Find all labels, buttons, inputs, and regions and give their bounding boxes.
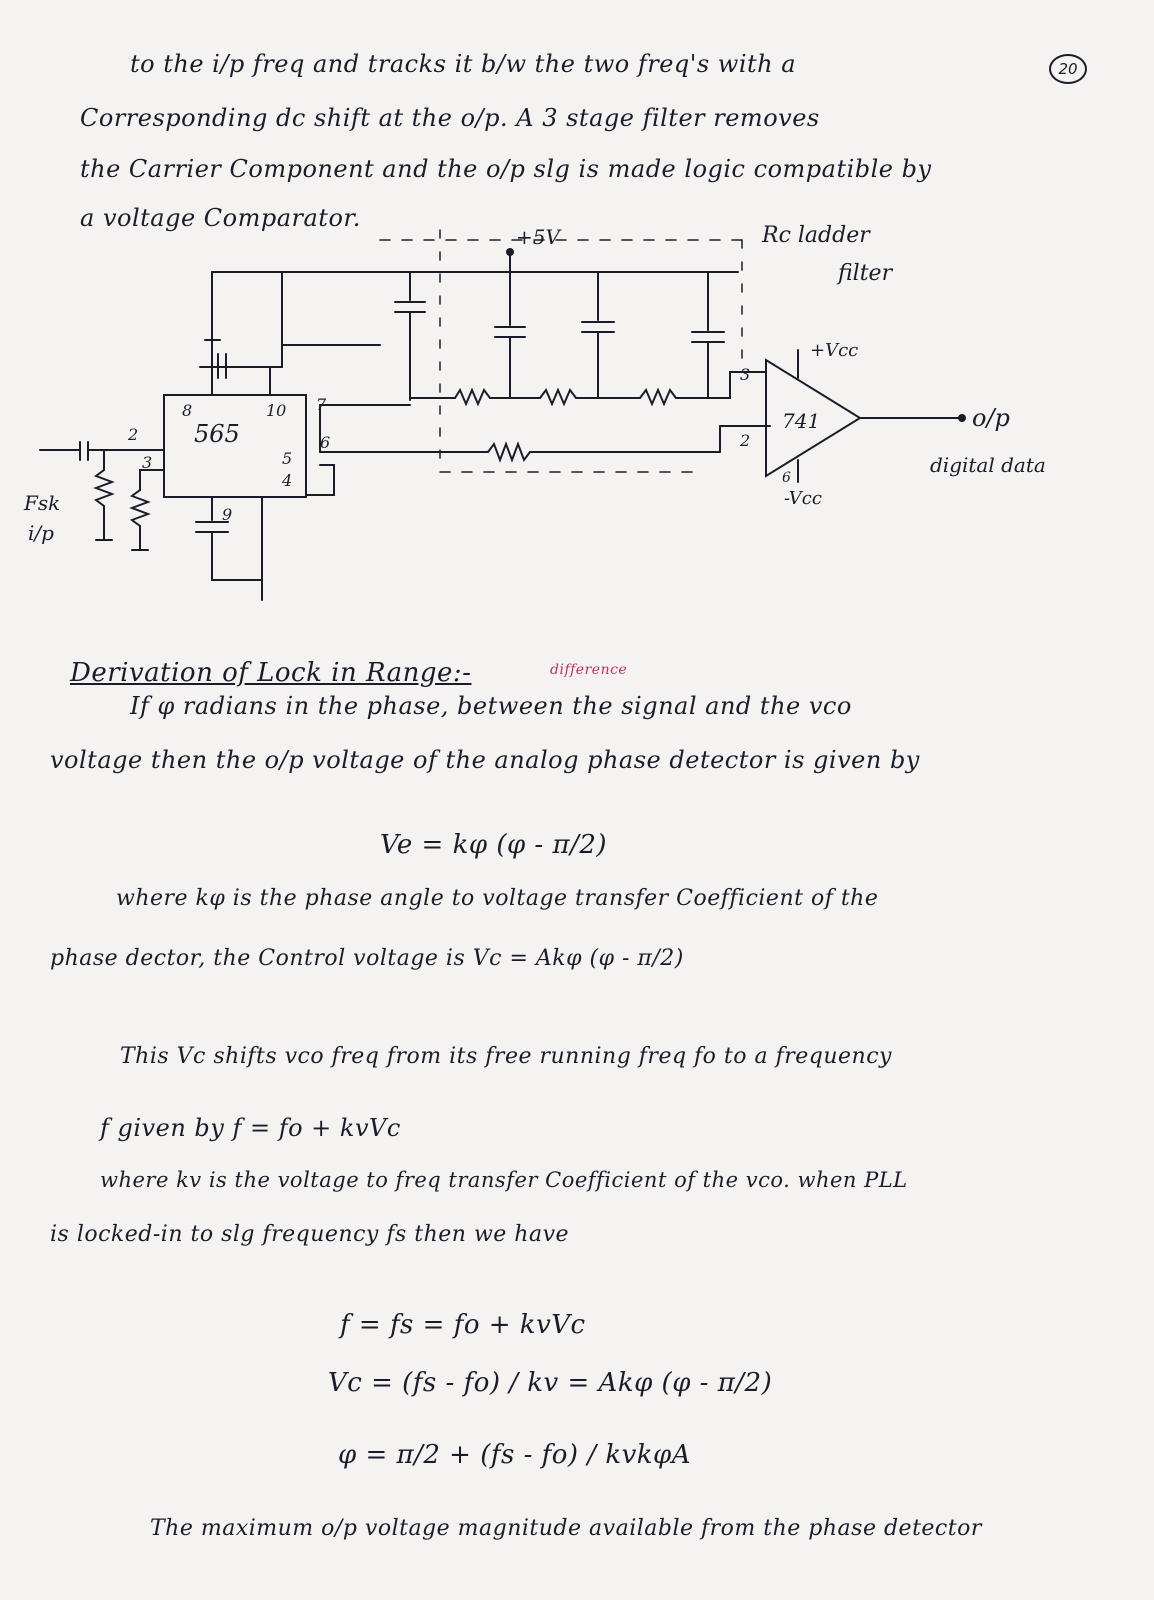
derivation-line-5: phase dector, the Control voltage is Vc = Akφ (φ - π/2) bbox=[50, 946, 684, 971]
output-label-1: o/p bbox=[972, 404, 1010, 432]
pin-7-label: 7 bbox=[316, 395, 327, 414]
equation-phi: φ = π/2 + (fs - fo) / kvkφA bbox=[338, 1440, 692, 1470]
pin-8-label: 8 bbox=[182, 401, 193, 420]
intro-line-3: the Carrier Component and the o/p slg is made logic compatible by bbox=[80, 155, 932, 183]
filter-label-1: Rc ladder bbox=[762, 223, 870, 248]
vcc-neg-label: -Vcc bbox=[784, 488, 822, 509]
input-label-1: Fsk bbox=[24, 491, 61, 515]
page-number: 20 bbox=[1049, 54, 1087, 84]
derivation-line-13: The maximum o/p voltage magnitude available from the phase detector bbox=[150, 1516, 982, 1541]
pin-10-label: 10 bbox=[266, 401, 287, 420]
op-pin-3-label: 3 bbox=[740, 365, 751, 384]
equation-ve: Ve = kφ (φ - π/2) bbox=[380, 830, 608, 860]
insert-word: difference bbox=[550, 662, 628, 678]
fsk-demodulator-circuit bbox=[0, 220, 1154, 640]
equation-vc: Vc = (fs - fo) / kv = Akφ (φ - π/2) bbox=[328, 1368, 773, 1398]
vcc-pos-label: +Vcc bbox=[810, 340, 859, 361]
pin-3-label: 3 bbox=[142, 453, 153, 472]
derivation-line-4: where kφ is the phase angle to voltage transfer Coefficient of the bbox=[116, 886, 879, 911]
derivation-line-6: This Vc shifts vco freq from its free running freq fo to a frequency bbox=[120, 1044, 892, 1069]
ic-741-label: 741 bbox=[782, 409, 821, 433]
intro-line-1: to the i/p freq and tracks it b/w the two freq's with a bbox=[130, 50, 797, 78]
derivation-line-7: f given by f = fo + kvVc bbox=[100, 1114, 401, 1142]
op-pin-2-label: 2 bbox=[740, 431, 751, 450]
derivation-line-9: is locked-in to slg frequency fs then we have bbox=[50, 1222, 570, 1247]
derivation-line-8: where kv is the voltage to freq transfer Coefficient of the vco. when PLL bbox=[100, 1168, 908, 1192]
pin-4-label: 4 bbox=[282, 471, 293, 490]
intro-line-4: a voltage Comparator. bbox=[80, 204, 361, 232]
input-label-2: i/p bbox=[28, 521, 54, 545]
supply-label: +5V bbox=[516, 225, 560, 249]
equation-f-fs: f = fs = fo + kvVc bbox=[340, 1310, 586, 1340]
pin-5-label: 5 bbox=[282, 449, 293, 468]
op-pin-6-label: 6 bbox=[782, 470, 791, 486]
pin-9-label: 9 bbox=[222, 505, 233, 524]
pin-6-label: 6 bbox=[320, 433, 331, 452]
ic-565-label: 565 bbox=[194, 420, 240, 448]
filter-label-2: filter bbox=[838, 261, 893, 286]
pin-2-label: 2 bbox=[128, 425, 139, 444]
derivation-heading: Derivation of Lock in Range:- bbox=[70, 658, 472, 688]
derivation-line-1: If φ radians in the phase, between the signal and the vco bbox=[130, 692, 852, 720]
intro-line-2: Corresponding dc shift at the o/p. A 3 stage filter removes bbox=[80, 104, 820, 132]
output-label-2: digital data bbox=[930, 453, 1046, 477]
derivation-line-2: voltage then the o/p voltage of the analog phase detector is given by bbox=[50, 746, 920, 774]
